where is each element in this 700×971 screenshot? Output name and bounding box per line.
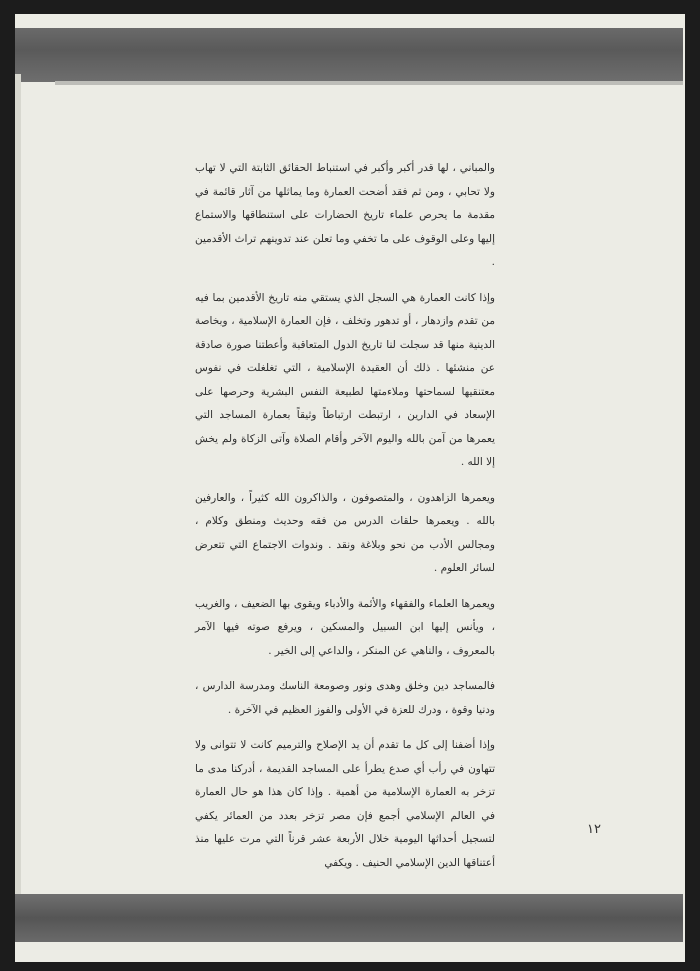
paragraph: ويعمرها العلماء والفقهاء والأئمة والأدباء ويقوى بها الضعيف ، والغريب ، ويأنس إليها ابن السبيل والمسكين ، ويرفع صوته فيها الآمر بالمعروف ، والناهي عن المنكر ، والداعي إلى الخير . <box>195 597 495 657</box>
page-number: ١٢ <box>587 822 601 837</box>
page-edge <box>15 74 21 904</box>
paragraph: والمباني ، لها قدر أكبر وأكبر في استنباط الحقائق الثابتة التي لا تهاب ولا تحابي ، ومن ثم فقد أضحت العمارة وما يماثلها من آثار قائمة في مقدمة ما يحرص علماء تاريخ الحضارات على استنطاقها والاستماع إليها وعلى الوقوف على ما تخفي وما تعلن عند تدوينهم تراث الأقدمين . <box>195 162 495 268</box>
scan-shadow-top <box>15 28 683 82</box>
paragraph: وإذا كانت العمارة هي السجل الذي يستقي منه تاريخ الأقدمين بما فيه من تقدم وازدهار ، أو تدهور وتخلف ، فإن العمارة الإسلامية ، وبخاصة الدينية منها قد سجلت لنا تاريخ الدول المتعاقبة وأعطتنا صورة صادقة عن منشئها . ذلك أن العقيدة الإسلامية ، التي تغلغلت في نفوس معتنقيها لسماحتها وملاءمتها لطبيعة النفس البشرية وحرصها على الإسعاد في الدارين ، ارتبطت ارتباطاً وثيقاً بعمارة المساجد التي يعمرها من آمن بالله واليوم الآخر وأقام الصلاة وآتى الزكاة ولم يخش إلا الله . <box>195 291 495 468</box>
paragraph: وإذا أضفنا إلى كل ما تقدم أن يد الإصلاح والترميم كانت لا تتوانى ولا تتهاون في رأب أي صدع يطرأ على المساجد القديمة ، أدركنا مدى ما تزخر به العمارة الإسلامية من أهمية . وإذا كان هذا هو حال العمارة في العالم الإسلامي أجمع فإن مصر تزخر بعدد من العمائر يكفي لتسجيل أحداثها اليومية خلال الأربعة عشر قرناً التي مرت عليها منذ أعتناقها الدين الإسلامي الحنيف . ويكفي <box>195 739 495 869</box>
body-text <box>195 157 495 875</box>
paragraph: ويعمرها الزاهدون ، والمتصوفون ، والذاكرون الله كثيراً ، والعارفين بالله . ويعمرها حلقات الدرس من فقه وحديث ومنطق وكلام ، ومجالس الأدب من نحو وبلاغة ونقد . وندوات الاجتماع التي تتعرض لسائر العلوم . <box>195 491 495 574</box>
paragraph: فالمساجد دين وخلق وهدى ونور وصومعة الناسك ومدرسة الدارس ، ودنيا وقوة ، ودرك للعزة في الأولى والفوز العظيم في الآخرة . <box>195 680 495 716</box>
scanned-page <box>15 14 685 962</box>
scan-shadow-bottom <box>15 894 683 942</box>
